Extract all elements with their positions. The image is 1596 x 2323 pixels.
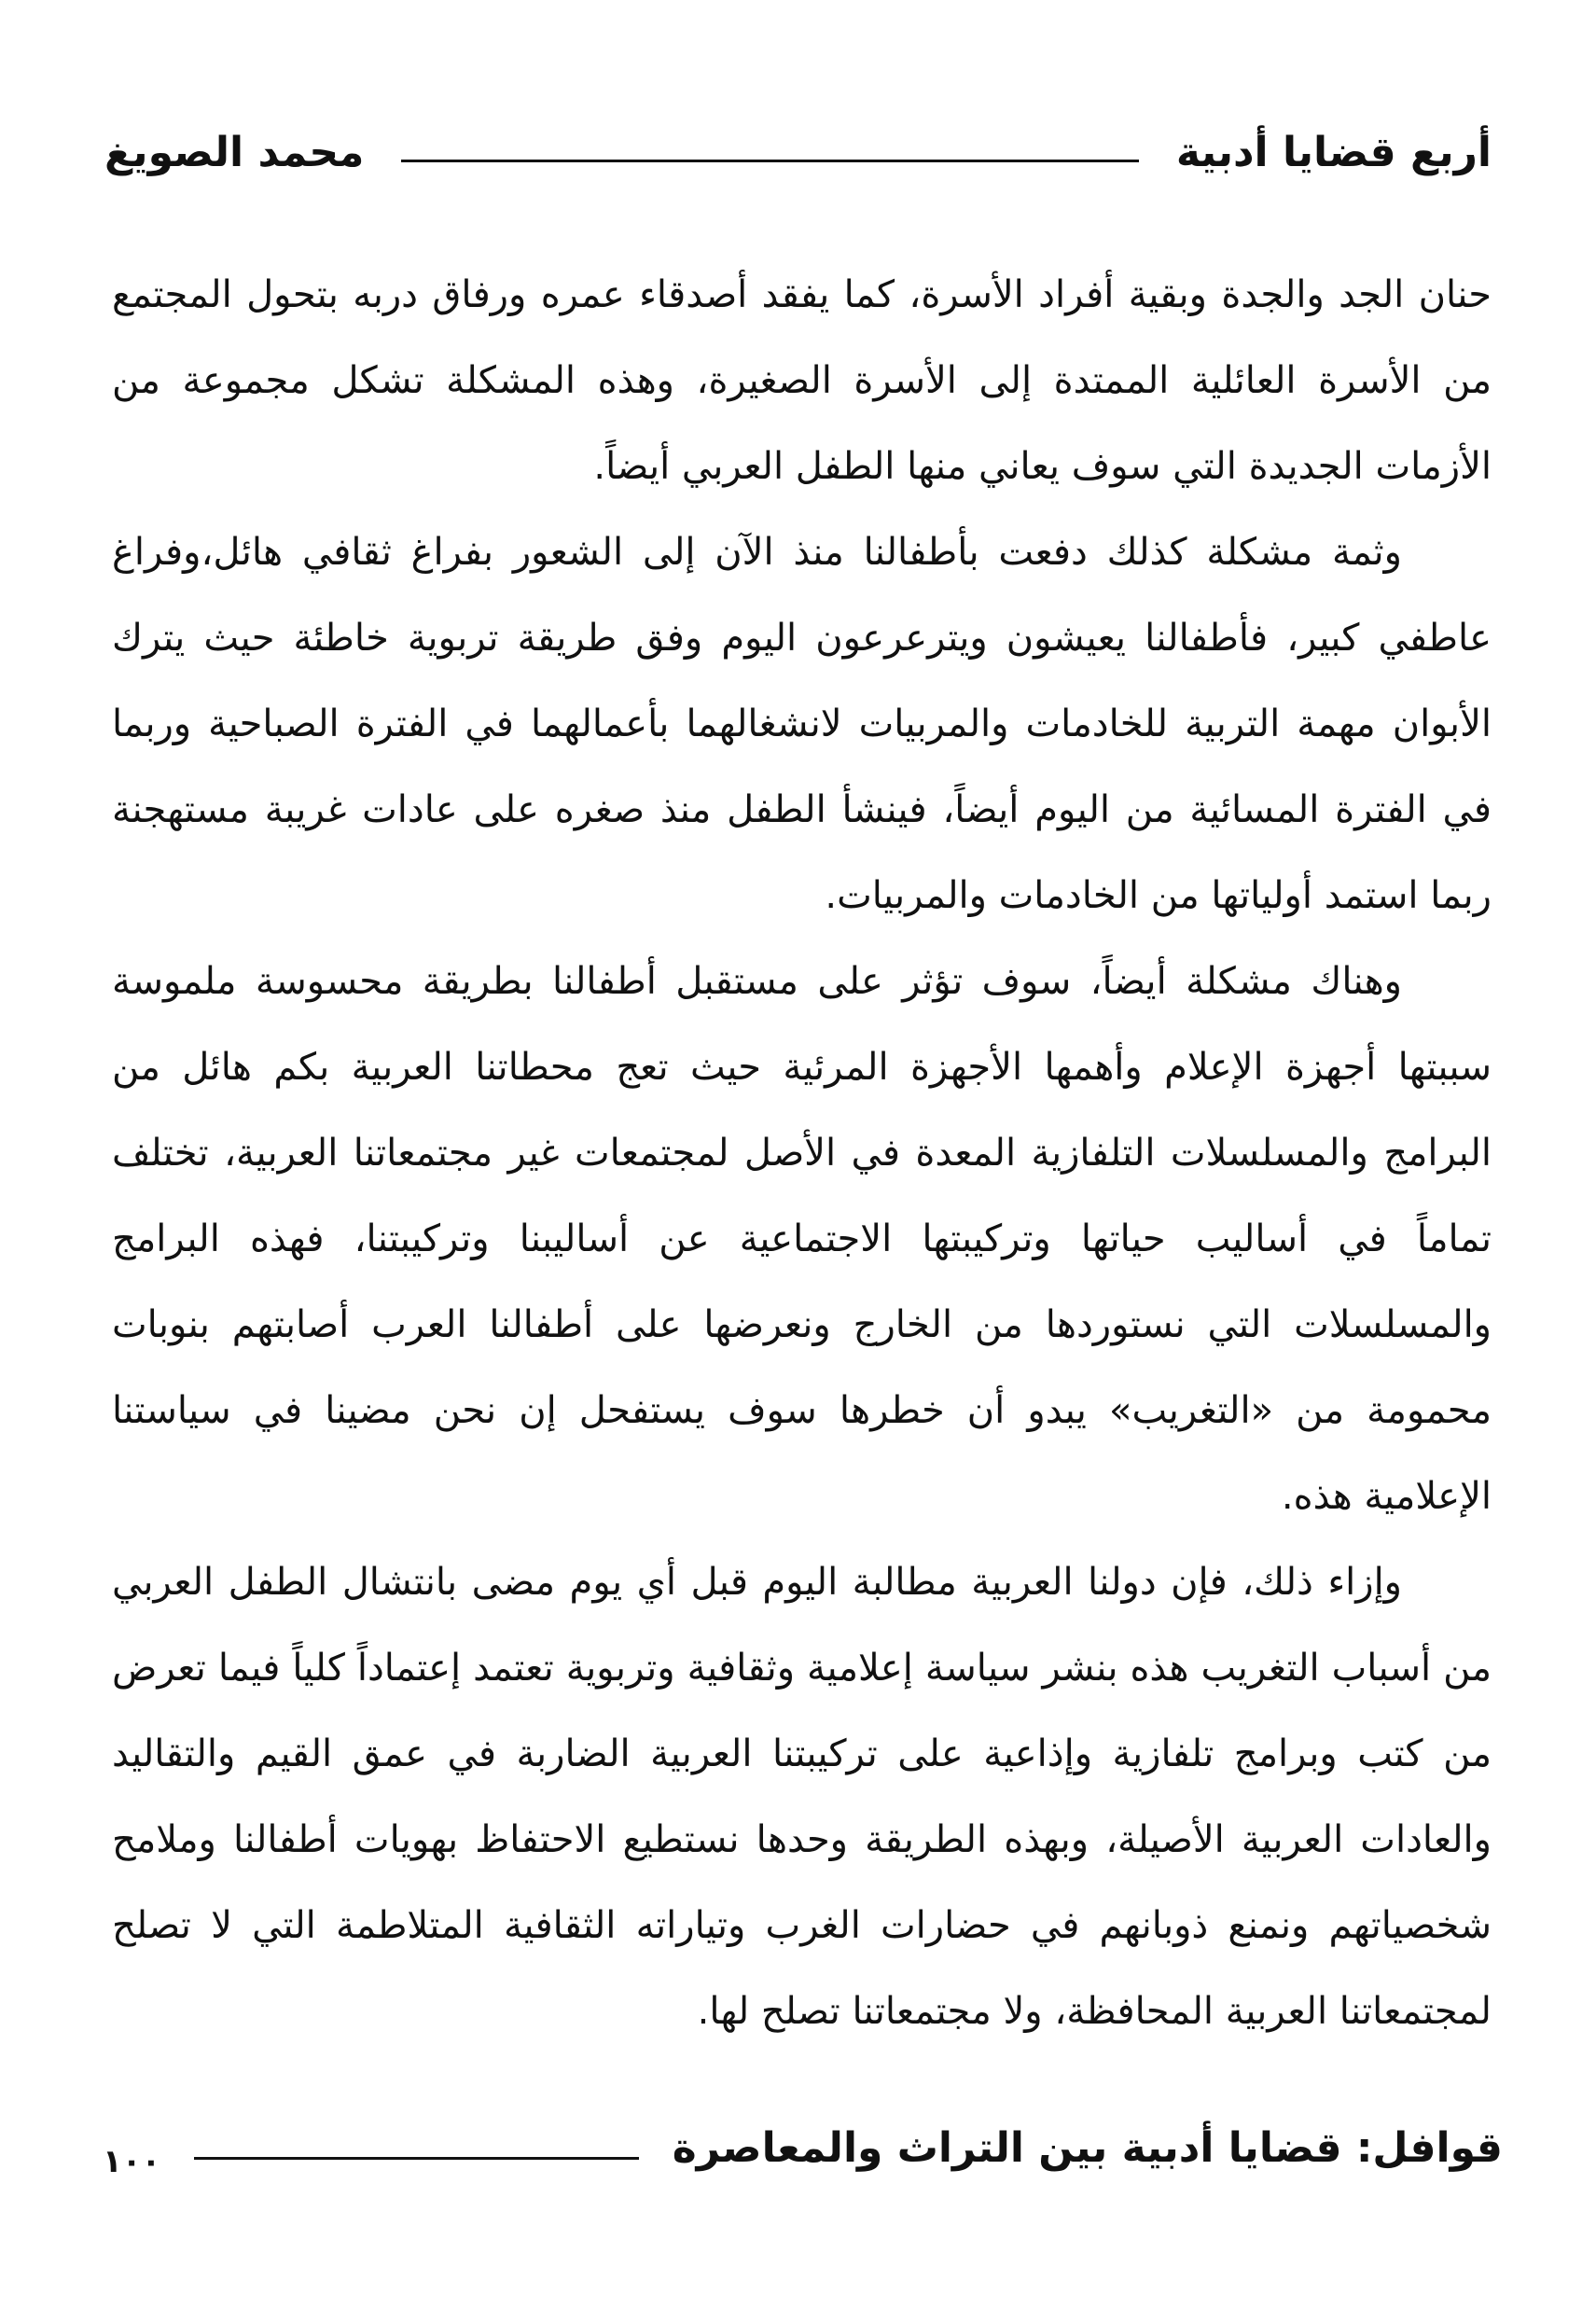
footer-rule: [194, 2157, 638, 2160]
paragraph-3: وهناك مشكلة أيضاً، سوف تؤثر على مستقبل أطفالنا بطريقة محسوسة ملموسة سببتها أجهزة الإعلام وأهمها الأجهزة المرئية حيث تعج محطاتنا العربية بكم هائل من البرامج والمسلسلات التلفازية المعدة في الأصل لمجتمعات غير مجتمعاتنا العربية، تختلف تماماً في أساليب حياتها وتركيبتها الاجتماعية عن أساليبنا وتركيبتنا، فهذه البرامج والمسلسلات التي نستوردها من الخارج ونعرضها على أطفالنا العرب أصابتهم بنوبات محمومة من «التغريب» يبدو أن خطرها سوف يستفحل إن نحن مضينا في سياستنا الإعلامية هذه.: [112, 960, 1492, 1518]
page-number: ١٠٠: [103, 2143, 161, 2180]
paragraph-4: وإزاء ذلك، فإن دولنا العربية مطالبة اليوم قبل أي يوم مضى بانتشال الطفل العربي من أسباب التغريب هذه بنشر سياسة إعلامية وثقافية وتربوية تعتمد إعتماداً كلياً فيما تعرض من كتب وبرامج تلفازية وإذاعية على تركيبتنا العربية الضاربة في عمق القيم والتقاليد والعادات العربية الأصيلة، وبهذه الطريقة وحدها نستطيع الاحتفاظ بهويات أطفالنا وملامح شخصياتهم ونمنع ذوبانهم في حضارات الغرب وتياراته الثقافية المتلاطمة التي لا تصلح لمجتمعاتنا العربية المحافظة، ولا مجتمعاتنا تصلح لها.: [112, 1561, 1492, 2033]
running-header: [104, 119, 1492, 185]
book-title: أربع قضايا أدبية: [1175, 128, 1492, 176]
paragraph-2: وثمة مشكلة كذلك دفعت بأطفالنا منذ الآن إلى الشعور بفراغ ثقافي هائل،وفراغ عاطفي كبير، فأطفالنا يعيشون ويترعرعون اليوم وفق طريقة تربوية خاطئة حيث يترك الأبوان مهمة التربية للخادمات والمربيات لانشغالهما بأعمالهما في الفترة الصباحية وربما في الفترة المسائية من اليوم أيضاً، فينشأ الطفل منذ صغره على عادات غريبة مستهجنة ربما استمد أولياتها من الخادمات والمربيات.: [112, 531, 1492, 917]
series-title: قوافل: قضايا أدبية بين التراث والمعاصرة: [672, 2123, 1503, 2172]
paragraph-1: حنان الجد والجدة وبقية أفراد الأسرة، كما يفقد أصدقاء عمره ورفاق دربه بتحول المجتمع من الأسرة العائلية الممتدة إلى الأسرة الصغيرة، وهذه المشكلة تشكل مجموعة من الأزمات الجديدة التي سوف يعاني منها الطفل العربي أيضاً.: [112, 273, 1492, 488]
author-name: محمد الصويغ: [104, 128, 365, 176]
header-rule: [401, 160, 1139, 162]
body-text: [112, 252, 1492, 2054]
running-footer: [103, 2110, 1503, 2185]
